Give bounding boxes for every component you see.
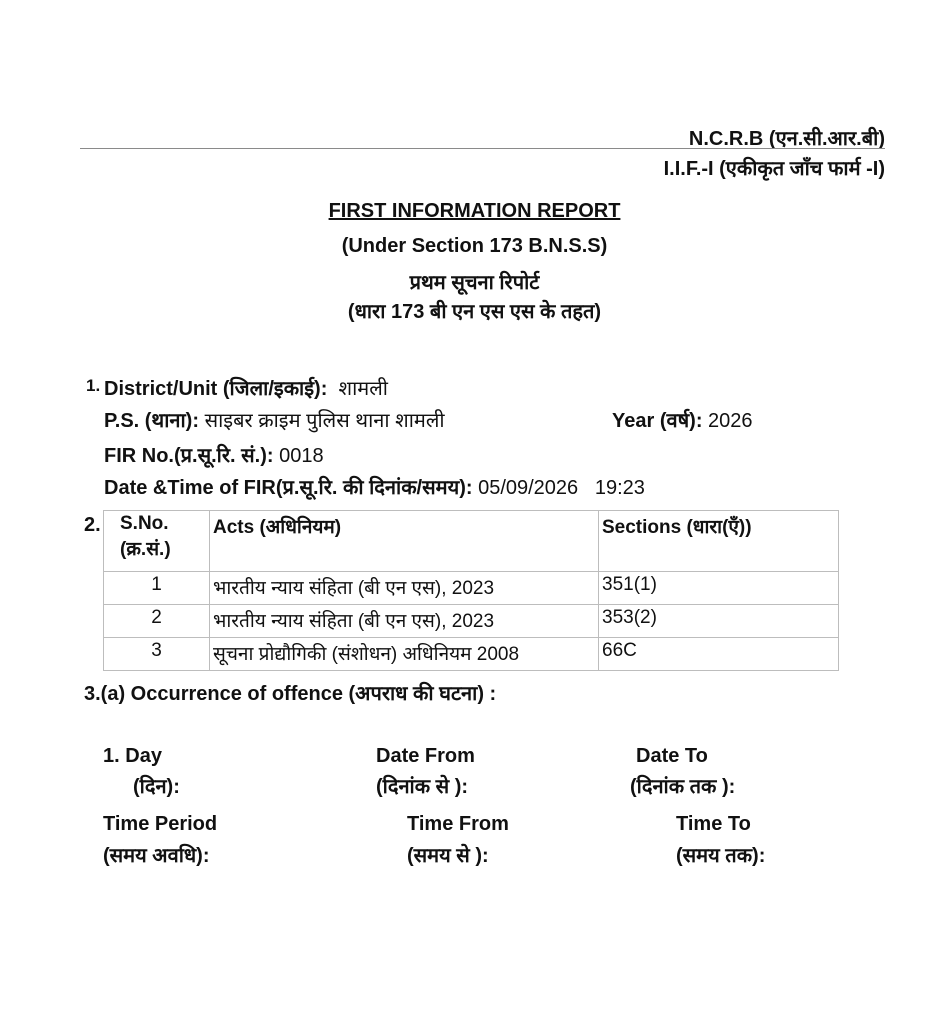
row-sno: 1: [104, 572, 210, 605]
row-section: 353(2): [599, 605, 839, 638]
header-divider: [80, 148, 885, 149]
time-from-label: Time From: [407, 813, 509, 835]
iif-header: I.I.F.-I (एकीकृत जाँच फार्म -I): [663, 158, 885, 180]
report-title: [0, 200, 949, 223]
time-to-label: Time To: [676, 813, 751, 835]
report-title-text: FIRST INFORMATION REPORT: [328, 200, 621, 222]
fir-date-value: 05/09/2026: [478, 477, 579, 499]
row-sno: 2: [104, 605, 210, 638]
year-row: [612, 406, 753, 433]
item1-number: 1.: [86, 376, 101, 395]
day-text: Day: [125, 745, 162, 767]
row-section: 351(1): [599, 572, 839, 605]
report-section-en: (Under Section 173 B.N.S.S): [341, 235, 608, 257]
date-to-label-hi: (दिनांक तक ):: [630, 776, 736, 798]
time-to-label-hi: (समय तक):: [676, 845, 766, 867]
row-act: भारतीय न्याय संहिता (बी एन एस), 2023: [210, 605, 599, 638]
acts-header: Acts (अधिनियम): [210, 511, 599, 572]
sections-header: Sections (धारा(एँ)): [599, 511, 839, 572]
ps-value: साइबर क्राइम पुलिस थाना शामली: [204, 410, 445, 432]
ncrb-header: N.C.R.B (एन.सी.आर.बी): [688, 128, 885, 150]
fir-datetime-label: Date &Time of FIR(प्र.सू.रि. की दिनांक/समय):: [104, 477, 473, 499]
table-row: [104, 638, 839, 671]
date-from-label-hi: (दिनांक से ):: [376, 776, 469, 798]
fir-value: 0018: [279, 445, 324, 467]
table-row: [104, 605, 839, 638]
sno-header-en: S.No.: [120, 513, 169, 534]
occurrence-heading: 3.(a) Occurrence of offence (अपराध की घटना) :: [84, 683, 497, 705]
fir-datetime-row: [104, 473, 645, 500]
report-title-hi: प्रथम सूचना रिपोर्ट: [409, 272, 540, 294]
row-act: भारतीय न्याय संहिता (बी एन एस), 2023: [210, 572, 599, 605]
district-label: District/Unit (जिला/इकाई):: [104, 378, 328, 400]
sno-header-hi: (क्र.सं.): [120, 539, 171, 560]
fir-time-value: 19:23: [594, 477, 645, 499]
year-label: Year (वर्ष):: [612, 410, 703, 432]
year-value: 2026: [708, 410, 753, 432]
day-number: 1.: [103, 745, 120, 767]
date-from-label: Date From: [376, 745, 475, 767]
ps-label: P.S. (थाना):: [104, 410, 199, 432]
table-row: [104, 572, 839, 605]
fir-label: FIR No.(प्र.सू.रि. सं.):: [104, 445, 274, 467]
time-from-label-hi: (समय से ):: [407, 845, 489, 867]
sno-header: [104, 511, 210, 572]
fir-row: [104, 441, 324, 468]
row-section: 66C: [599, 638, 839, 671]
time-period-label: Time Period: [103, 813, 218, 835]
item2-number: 2.: [84, 514, 101, 536]
row-sno: 3: [104, 638, 210, 671]
ps-row: [104, 406, 445, 433]
district-value: शामली: [338, 378, 388, 400]
date-to-label: Date To: [636, 745, 708, 767]
day-label-hi: (दिन):: [133, 776, 180, 798]
district-row: [104, 374, 388, 401]
row-act: सूचना प्रोद्यौगिकी (संशोधन) अधिनियम 2008: [210, 638, 599, 671]
acts-table-header: [104, 511, 839, 572]
day-label: [103, 745, 162, 768]
report-section-hi: (धारा 173 बी एन एस एस के तहत): [347, 301, 602, 323]
time-period-label-hi: (समय अवधि):: [103, 845, 210, 867]
acts-table: [103, 510, 839, 671]
